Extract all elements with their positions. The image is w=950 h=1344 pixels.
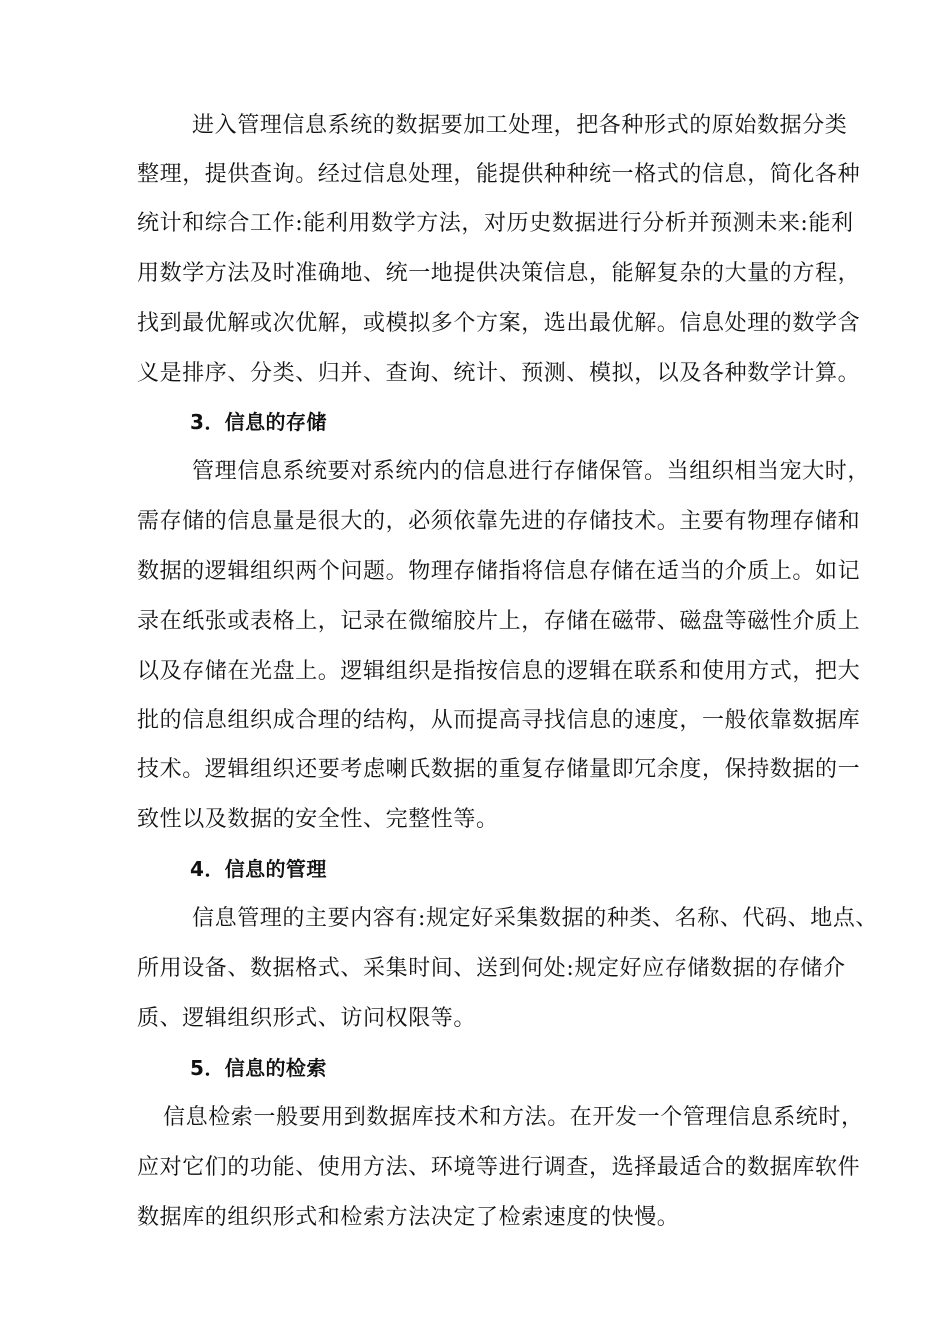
paragraph-line: 应对它们的功能、使用方法、环境等进行调查，选择最适合的数据库软件 xyxy=(137,1155,861,1180)
section-heading: 4．信息的管理 xyxy=(190,857,327,881)
paragraph-line: 批的信息组织成合理的结构，从而提高寻找信息的速度，一般依靠数据库 xyxy=(137,708,861,733)
paragraph-line: 录在纸张或表格上，记录在微缩胶片上，存储在磁带、磁盘等磁性介质上 xyxy=(137,609,861,634)
section-heading: 3．信息的存储 xyxy=(190,410,327,434)
paragraph-line: 致性以及数据的安全性、完整性等。 xyxy=(137,807,499,832)
paragraph-intro-line: 整理，提供查询。经过信息处理，能提供种种统一格式的信息，简化各种 xyxy=(137,162,861,187)
paragraph-intro-line: 进入管理信息系统的数据要加工处理，把各种形式的原始数据分类 xyxy=(192,113,848,138)
paragraph-line: 信息管理的主要内容有:规定好采集数据的种类、名称、代码、地点、 xyxy=(192,906,879,931)
paragraph-intro-line: 统计和综合工作:能利用数学方法，对历史数据进行分析并预测未来:能利 xyxy=(137,211,854,236)
paragraph-line: 技术。逻辑组织还要考虑喇氏数据的重复存储量即冗余度，保持数据的一 xyxy=(137,757,861,782)
section-heading: 5．信息的检索 xyxy=(190,1056,327,1080)
paragraph-line: 数据的逻辑组织两个问题。物理存储指将信息存储在适当的介质上。如记 xyxy=(137,559,861,584)
paragraph-line: 质、逻辑组织形式、访问权限等。 xyxy=(137,1006,477,1031)
paragraph-line: 信息检索一般要用到数据库技术和方法。在开发一个管理信息系统时， xyxy=(163,1105,864,1130)
paragraph-intro-line: 义是排序、分类、归并、查询、统计、预测、模拟，以及各种数学计算。 xyxy=(137,361,861,386)
paragraph-line: 需存储的信息量是很大的，必须依靠先进的存储技术。主要有物理存储和 xyxy=(137,509,861,534)
paragraph-line: 管理信息系统要对系统内的信息进行存储保管。当组织相当宠大时， xyxy=(192,459,871,484)
paragraph-intro-line: 找到最优解或次优解，或模拟多个方案，选出最优解。信息处理的数学含 xyxy=(137,311,861,336)
paragraph-intro-line: 用数学方法及时准确地、统一地提供决策信息，能解复杂的大量的方程， xyxy=(137,261,861,286)
paragraph-line: 数据库的组织形式和检索方法决定了检索速度的快慢。 xyxy=(137,1205,680,1230)
paragraph-line: 所用设备、数据格式、采集时间、送到何处:规定好应存储数据的存储介 xyxy=(137,956,846,981)
paragraph-line: 以及存储在光盘上。逻辑组织是指按信息的逻辑在联系和使用方式，把大 xyxy=(137,659,861,684)
